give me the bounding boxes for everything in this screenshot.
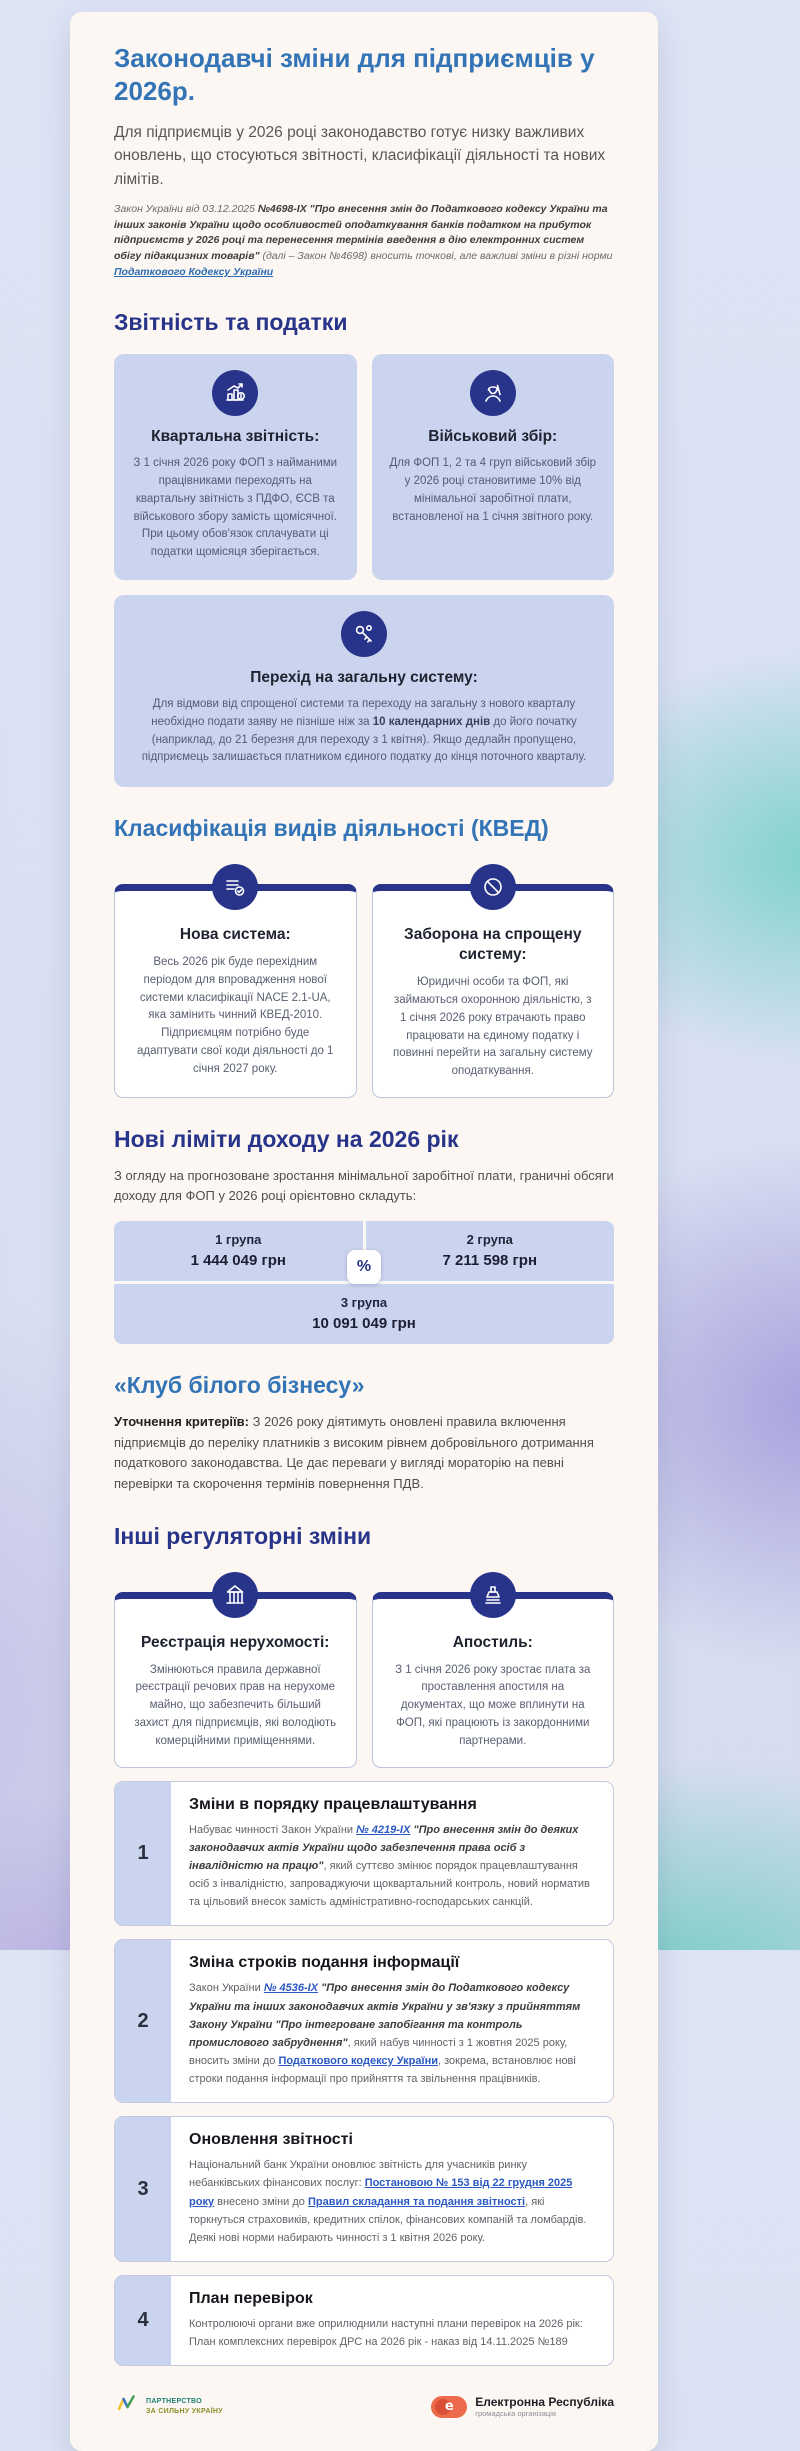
card-ban-simplified: [372, 884, 615, 1098]
card-body: Змінюються правила державної реєстрації речових прав на нерухоме майно, що забезпечить більший захист для підприємців, які володіють комерційними приміщеннями.: [134, 1663, 337, 1747]
kved-cards-row: [114, 861, 614, 1098]
card-body: Весь 2026 рік буде перехідним періодом для впровадження нової системи класифікації NACE 2.1-UA, яка замінить чинний КВЕД-2010. Підприємцям потрібно буде адаптувати свої коди діяльності до 1 січня 2027 року.: [137, 955, 334, 1075]
law-4219-link[interactable]: № 4219-IX: [356, 1823, 411, 1836]
item-text: , який суттєво змінює порядок працевлаштування осіб з інвалідністю, запроваджуючи щоквартальний контроль, новий норматив та цільовий внесок замість адміністративно-господарських санкцій.: [189, 1860, 590, 1909]
card-title: Військовий збір:: [428, 428, 558, 446]
list-item-deadlines: [114, 1939, 614, 2103]
law-title-text: "Про внесення змін до деяких законодавчих актів України щодо забезпечення права осіб з інвалідністю на працю": [189, 1823, 579, 1873]
card-real-estate: [114, 1592, 357, 1768]
group-value: 1 444 049 грн: [190, 1252, 286, 1270]
partnership-logo-icon: [114, 2392, 140, 2421]
wide-card-text: до його початку (наприклад, до 21 березня для переходу з 1 квітня). Якщо дедлайн пропущено, підприємець залишається платником єдиного податку до кінця поточного кварталу.: [141, 715, 587, 764]
legal-note: [114, 202, 614, 281]
key-icon: [341, 611, 387, 657]
item-text: Національний банк України оновлює звітність для учасників ринку небанківських фінансових послуг:: [189, 2159, 527, 2190]
partnership-logo-line1: ПАРТНЕРСТВО: [146, 2397, 202, 2405]
item-number: 1: [115, 1782, 171, 1926]
item-title: План перевірок: [189, 2289, 313, 2307]
item-body: [189, 2315, 595, 2351]
building-icon: [212, 1572, 258, 1618]
tax-code-link[interactable]: Податкового Кодексу України: [114, 265, 274, 278]
white-club-lead: Уточнення критеріїв:: [114, 1413, 249, 1429]
card-military-levy: [372, 354, 615, 580]
item-text: , зокрема, встановлює нові строки подання інформації про прийняття та звільнення працівників.: [189, 2055, 576, 2086]
e-republic-subtitle: громадська організація: [475, 2409, 556, 2419]
item-text: , який набув чинності з 1 жовтня 2025 року, вносить зміни до: [189, 2036, 568, 2067]
chart-coin-icon: [212, 370, 258, 416]
item-number: 4: [115, 2276, 171, 2365]
section-title-white-club: «Клуб білого бізнесу»: [114, 1372, 365, 1399]
e-republic-logo: [431, 2395, 614, 2418]
limits-intro: З огляду на прогнозоване зростання мінімальної заробітної плати, граничні обсяги доходу для ФОП у 2026 році орієнтовно складуть:: [114, 1167, 614, 1204]
wide-card-text: Для відмови від спрощеної системи та переходу на загальну з нового кварталу необхідно подати заяву не пізніше ніж за: [151, 697, 576, 728]
item-number: 3: [115, 2117, 171, 2261]
intro-text: Для підприємців у 2026 році законодавство готує низку важливих оновлень, що стосуються звітності, класифікації діяльності та нових лімітів.: [114, 124, 606, 188]
soldier-icon: [470, 370, 516, 416]
card-title: Заборона на спрощену систему:: [404, 925, 582, 963]
section-title-taxes: Звітність та податки: [114, 308, 348, 335]
list-item-inspection-plan: [114, 2275, 614, 2366]
card-title: Нова система:: [179, 925, 291, 943]
footer: [114, 2392, 614, 2421]
item-body: [189, 1979, 595, 2088]
legal-note-middle: (далі – Закон №4698) вносить точкові, але важливі зміни в різні норми: [259, 250, 613, 262]
e-republic-name: Електронна Республіка: [475, 2395, 614, 2410]
wide-card-bold: 10 календарних днів: [372, 715, 491, 728]
item-text: Набуває чинності Закон України: [189, 1823, 357, 1836]
item-text: Контролюючі органи вже оприлюднили наступні плани перевірок на 2026 рік: План комплексних перевірок ДРС на 2026 рік - наказ від 14.11.2025 №189: [189, 2317, 583, 2349]
limits-cell-group2: [366, 1221, 615, 1281]
card-general-system: [114, 595, 614, 787]
taxes-cards-row: [114, 354, 614, 580]
law-4536-link[interactable]: № 4536-IX: [263, 1982, 319, 1995]
resolution-153-link[interactable]: Постановою № 153 від 22 грудня 2025 року: [189, 2177, 573, 2208]
item-content: [171, 1782, 613, 1926]
card-body: З 1 січня 2026 року ФОП з найманими працівниками переходять на квартальну звітність з ПДФО, ЄСВ та військового збору замість щомісячної. При цьому обов'язок сплачувати ці податки щомісяця зберігається.: [133, 457, 338, 559]
percent-icon: %: [347, 1250, 381, 1284]
card-title: Реєстрація нерухомості:: [141, 1633, 330, 1651]
item-text: , які торкнуться страховиків, кредитних спілок, фінансових компаній та ломбардів. Деякі нові норми набирають чинності з 1 квітня 2026 року.: [189, 2195, 587, 2244]
group-label: 1 група: [215, 1232, 262, 1248]
card-apostille: [372, 1592, 615, 1768]
e-republic-logo-icon: e: [431, 2396, 467, 2418]
list-item-employment: [114, 1781, 614, 1927]
limits-cell-group3: [114, 1284, 614, 1344]
card-body: Юридичні особи та ФОП, які займаються охоронною діяльністю, з 1 січня 2026 року втрачають право працювати на єдиному податку і повинні перейти на загальну систему оподаткування.: [392, 976, 593, 1078]
legal-note-law-title: №4698-IX "Про внесення змін до Податкового кодексу України та інших законів України щодо особливостей оподаткування банків податком на прибуток підприємств у 2026 році та перенесення термінів введення в дію електронних систем обігу підакцизних товарів": [114, 202, 608, 262]
document-edit-icon: [212, 864, 258, 910]
partnership-logo-text: [146, 2397, 223, 2417]
card-title: Перехід на загальну систему:: [250, 668, 478, 686]
stamp-icon: [470, 1572, 516, 1618]
item-title: Оновлення звітності: [189, 2131, 353, 2149]
income-limits-table: [114, 1221, 614, 1344]
item-text: внесено зміни до: [214, 2195, 308, 2208]
item-text: Закон України: [189, 1982, 264, 1995]
other-cards-row: [114, 1569, 614, 1768]
e-republic-logo-text: [475, 2395, 614, 2418]
page-title: Законодавчі зміни для підприємців у 2026р.: [114, 43, 595, 106]
item-content: [171, 2276, 613, 2365]
group-label: 3 група: [340, 1295, 388, 1311]
prohibition-icon: [470, 864, 516, 910]
white-club-text: [114, 1412, 614, 1495]
item-title: Зміна строків подання інформації: [189, 1954, 460, 1972]
item-content: [171, 1940, 613, 2102]
group-value: 10 091 049 грн: [312, 1315, 416, 1333]
card-body: З 1 січня 2026 року зростає плата за проставлення апостиля на документах, що може вплинути на ФОП, які працюють із закордонними партнерами.: [395, 1663, 591, 1747]
card-title: Квартальна звітність:: [151, 428, 320, 446]
law-title-text: "Про внесення змін до Податкового кодексу України та інших законодавчих актів України у зв'язку з прийняттям Закону України "Про інтегроване запобігання та контроль промислового забруднення": [189, 1982, 581, 2049]
section-title-kved: Класифікація видів діяльності (КВЕД): [114, 815, 549, 842]
legal-note-prefix: Закон України від 03.12.2025: [114, 202, 258, 215]
section-title-limits: Нові ліміти доходу на 2026 рік: [114, 1125, 459, 1152]
card-new-system: [114, 884, 357, 1098]
item-content: [171, 2117, 613, 2261]
group-label: 2 група: [466, 1232, 513, 1248]
reporting-rules-link[interactable]: Правил складання та подання звітності: [307, 2195, 526, 2208]
white-club-body: З 2026 року діятимуть оновлені правила включення підприємців до переліку платників з високим рівнем добровільного дотримання податкового законодавства. Це дає переваги у вигляді мораторію на певні перевірки та скорочення термінів повернення ПДВ.: [114, 1413, 594, 1492]
card-title: Апостиль:: [452, 1633, 533, 1651]
partnership-logo: [114, 2392, 223, 2421]
group-value: 7 211 598 грн: [442, 1252, 538, 1270]
card-body: [140, 696, 588, 767]
item-body: [189, 2156, 595, 2247]
tax-code-inline-link[interactable]: Податкового кодексу України: [278, 2055, 438, 2067]
section-title-other: Інші регуляторні зміни: [114, 1522, 372, 1549]
limits-cell-group1: [114, 1221, 363, 1281]
list-item-reporting-update: [114, 2116, 614, 2262]
partnership-logo-line2: ЗА СИЛЬНУ УКРАЇНУ: [146, 2407, 223, 2415]
item-body: [189, 1821, 595, 1912]
item-title: Зміни в порядку працевлаштування: [189, 1795, 477, 1813]
content-card: [70, 12, 658, 2451]
card-body: Для ФОП 1, 2 та 4 груп військовий збір у 2026 році становитиме 10% від мінімальної заробітної плати, встановленої на 1 січня звітного року.: [389, 457, 597, 523]
item-number: 2: [115, 1940, 171, 2102]
card-quarterly-reporting: [114, 354, 357, 580]
